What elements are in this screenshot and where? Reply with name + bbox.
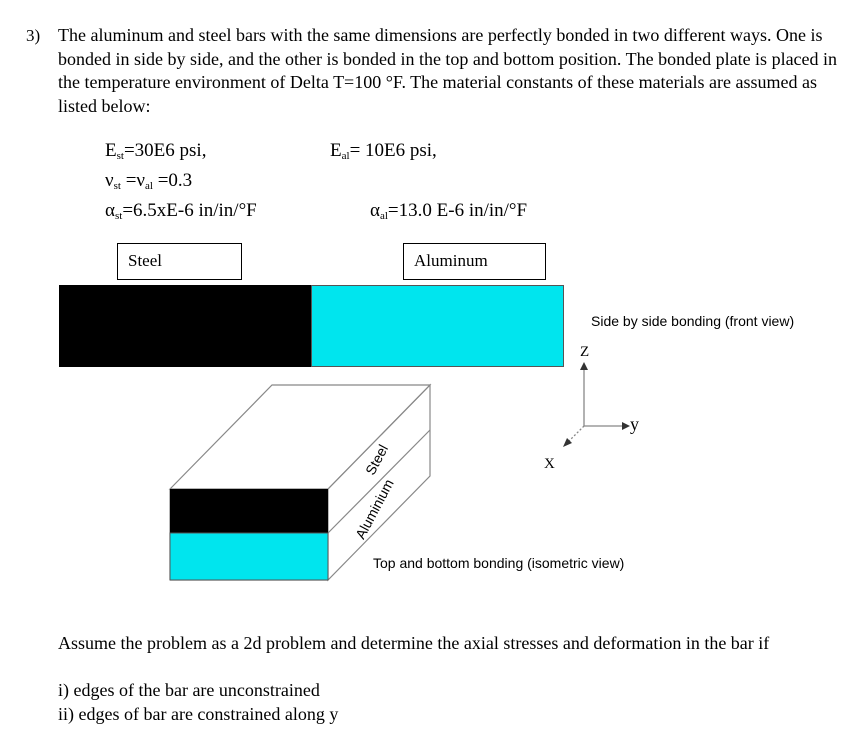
- alpha-steel: $\alpha_{st}=6.5xE-6$ in/in/°F: [105, 200, 257, 222]
- x-arrowhead: [563, 438, 572, 447]
- task-item-1: i) edges of the bar are unconstrained: [58, 680, 320, 700]
- z-arrowhead: [580, 362, 588, 370]
- x-axis-label: X: [544, 456, 555, 472]
- task-text: Assume the problem as a 2d problem and determine the axial stresses and deformation in the bar if: [58, 633, 770, 653]
- aluminum-label-box: Aluminum: [403, 243, 546, 280]
- question-number: 3): [26, 26, 41, 45]
- y-arrowhead: [622, 422, 630, 430]
- task-item-2: ii) edges of bar are constrained along y: [58, 704, 339, 724]
- steel-label-box: Steel: [117, 243, 242, 280]
- iso-aluminum-front: [170, 533, 328, 580]
- iso-steel-label: Steel: [362, 441, 392, 478]
- e-steel: $E_{st}=30E6$ psi,: [105, 140, 207, 162]
- z-axis-label: Z: [580, 344, 590, 360]
- iso-aluminum-label: Aluminium: [352, 476, 397, 542]
- front-view-caption: Side by side bonding (front view): [591, 313, 795, 329]
- e-aluminum: $E_{al}= 10E6$ psi,: [330, 140, 437, 162]
- alpha-aluminum: $\alpha_{al}=13.0$ E-6 in/in/°F: [370, 200, 528, 222]
- question-intro: The aluminum and steel bars with the same dimensions are perfectly bonded in two different ways. One is bonded in side by side, and the other is bonded in the top and bottom position. The bonded plate is placed in the temperature environment of Delta T=100 °F. The material constants of these materials are assumed as listed below:: [58, 25, 838, 116]
- iso-view-caption: Top and bottom bonding (isometric view): [373, 555, 625, 571]
- iso-steel-front: [170, 489, 328, 533]
- poisson-ratio: $\nu_{st} =\nu_{al} =0.3$: [105, 170, 193, 192]
- y-axis-label: y: [630, 414, 639, 434]
- iso-top-face: [170, 385, 430, 489]
